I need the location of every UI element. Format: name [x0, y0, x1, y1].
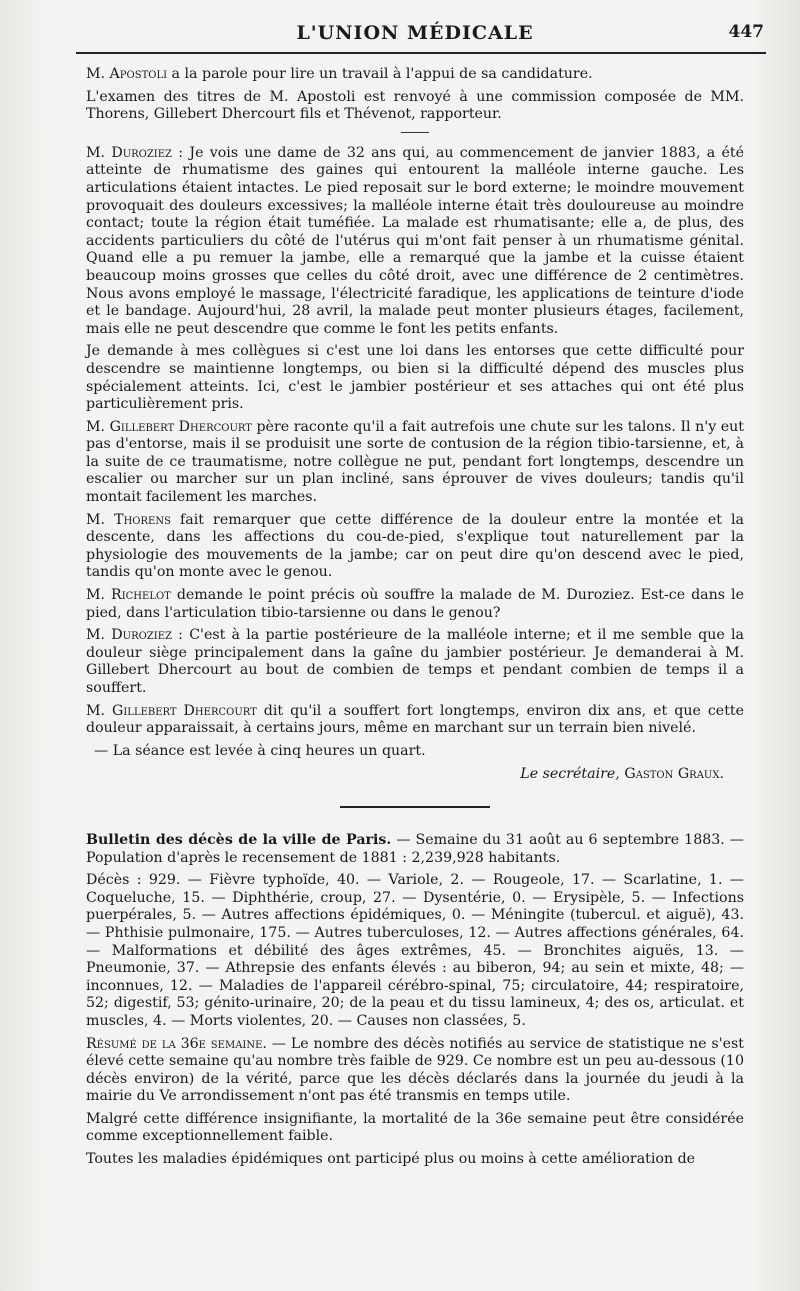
speaker-name: M. Thorens [86, 511, 171, 528]
paragraph [86, 512, 744, 582]
paragraph [86, 66, 744, 84]
bulletin-title: Bulletin des décès de la ville de Paris. [86, 831, 392, 848]
page-number: 447 [728, 22, 764, 42]
speaker-name: M. Duroziez [86, 627, 172, 644]
paragraph: L'examen des titres de M. Apostoli est renvoyé à une commission composée de MM. Thorens, Gillebert Dhercourt fils et Thévenot, rapporteur. [86, 88, 744, 123]
speaker-name: M. Richelot [86, 587, 171, 604]
header-rule [76, 52, 766, 54]
signature-role: Le secrétaire, [520, 766, 620, 783]
paragraph [86, 627, 744, 697]
section-rule [340, 806, 490, 808]
session-closing: — La séance est levée à cinq heures un quart. [94, 742, 426, 759]
journal-title: L'UNION MÉDICALE [296, 22, 534, 44]
paragraph [86, 703, 744, 738]
signature [86, 766, 724, 784]
section-separator [401, 132, 429, 133]
speaker-name: M. Gillebert Dhercourt [86, 418, 252, 435]
paragraph [86, 1036, 744, 1106]
summary-label: Résumé de la 36e semaine. [86, 1035, 267, 1052]
bulletin-heading [86, 832, 744, 867]
page-header [86, 18, 764, 52]
paragraph-text: — Le nombre des décès notifiés au service de statistique ne s'est élevé cette semaine qu'au nombre très faible de 929. Ce nombre est un peu au-dessous (10 décès environ) de la vérité, parce que les décès déclarés dans la journée du jeudi à la mairie du Ve arrondissement n'ont pas été transmis en temps utile. [86, 1035, 744, 1105]
paragraph: Malgré cette différence insignifiante, la mortalité de la 36e semaine peut être considérée comme exceptionnellement faible. [86, 1110, 744, 1145]
signature-name: Gaston Graux. [624, 766, 724, 783]
speaker-name: M. Gillebert Dhercourt [86, 702, 257, 719]
body-text [86, 66, 744, 1169]
bulletin-text: — Semaine du 31 août au 6 septembre 1883. — Population d'après le recensement de 1881 : 2,239,928 habitants. [86, 831, 744, 866]
deaths-list: Décès : 929. — Fièvre typhoïde, 40. — Variole, 2. — Rougeole, 17. — Scarlatine, 1. — Coqueluche, 15. — Diphthérie, croup, 27. — Dysentérie, 0. — Erysipèle, 5. — Infections puerpérales, 5. — Autres affections épidémiques, 0. — Méningite (tubercul. et aiguë), 43. — Phthisie pulmonaire, 175. — Autres tuberculoses, 12. — Autres affections générales, 64. — Malformations et débilité des âges extrêmes, 45. — Bronchites aiguës, 13. — Pneumonie, 37. — Athrepsie des enfants élevés : au biberon, 94; au sein et mixte, 48; — inconnues, 12. — Maladies de l'appareil cérébro-spinal, 75; circulatoire, 44; respiratoire, 52; digestif, 53; génito-urinaire, 20; de la peau et du tissu lamineux, 4; des os, articulat. et muscles, 4. — Morts violentes, 20. — Causes non classées, 5. [86, 872, 744, 1029]
paragraph: Toutes les maladies épidémiques ont participé plus ou moins à cette amélioration de [86, 1151, 696, 1168]
paragraph-text: : C'est à la partie postérieure de la malléole interne; et il me semble que la douleur siège principalement dans la gaîne du jambier postérieur. Je demanderai à M. Gillebert Dhercourt au bout de combien de temps et pendant combien de temps il a souffert. [86, 627, 744, 696]
paragraph-text: dit qu'il a souffert fort longtemps, environ dix ans, et que cette douleur apparaissait, à certains jours, même en marchant sur un terrain bien nivelé. [86, 702, 744, 737]
speaker-name: M. Apostoli [86, 66, 168, 82]
paragraph [86, 419, 744, 507]
paragraph [86, 145, 744, 339]
speaker-name: M. Duroziez [86, 144, 173, 161]
paragraph: Je demande à mes collègues si c'est une loi dans les entorses que cette difficulté pour descendre se maintienne longtemps, ou bien si la difficulté dépend des muscles plus spécialement atteints. Ici, c'est le jambier postérieur et ses attaches qui ont été plus particulièrement pris. [86, 343, 744, 413]
paragraph-text: a la parole pour lire un travail à l'appui de sa candidature. [167, 66, 593, 82]
paragraph-text: : Je vois une dame de 32 ans qui, au commencement de janvier 1883, a été atteinte de rhumatisme des gaines qui entourent la malléole interne gauche. Les articulations étaient intactes. Le pied reposait sur le bord externe; le moindre mouvement provoquait des douleurs excessives; la malléole interne était très douloureuse au moindre contact; toute la région était tuméfiée. La malade est rhumatisante; elle a, de plus, des accidents particuliers du côté de l'utérus qui m'ont fait penser à un rhumatisme génital. Quand elle a pu remuer la jambe, elle a remarqué que la jambe et la cuisse étaient beaucoup moins grosses que celles du côté droit, avec une différence de 2 centimètres. Nous avons employé le massage, l'électricité faradique, les applications de teinture d'iode et le bandage. Aujourd'hui, 28 avril, la malade peut monter plusieurs étages, facilement, mais elle ne peut descendre que comme le font les petits enfants. [86, 144, 744, 337]
paragraph-text: demande le point précis où souffre la malade de M. Duroziez. Est-ce dans le pied, dans l'articulation tibio-tarsienne ou dans le genou? [86, 587, 744, 621]
paragraph-text: fait remarquer que cette différence de la douleur entre la montée et la descente, dans les affections du cou-de-pied, s'explique tout naturellement par la physiologie des mouvements de la jambe; car on peut dire qu'on descend avec le pied, tandis qu'on monte avec le genou. [86, 511, 744, 581]
paragraph-text: père raconte qu'il a fait autrefois une chute sur les talons. Il n'y eut pas d'entorse, mais il se produisit une sorte de contusion de la région tibio-tarsienne, et, à la suite de ce traumatisme, notre collègue ne put, pendant fort longtemps, descendre un escalier ou marcher sur un plan incliné, sans éprouver de vives douleurs; tandis qu'il montait facilement les marches. [86, 418, 744, 506]
paragraph [86, 587, 744, 622]
